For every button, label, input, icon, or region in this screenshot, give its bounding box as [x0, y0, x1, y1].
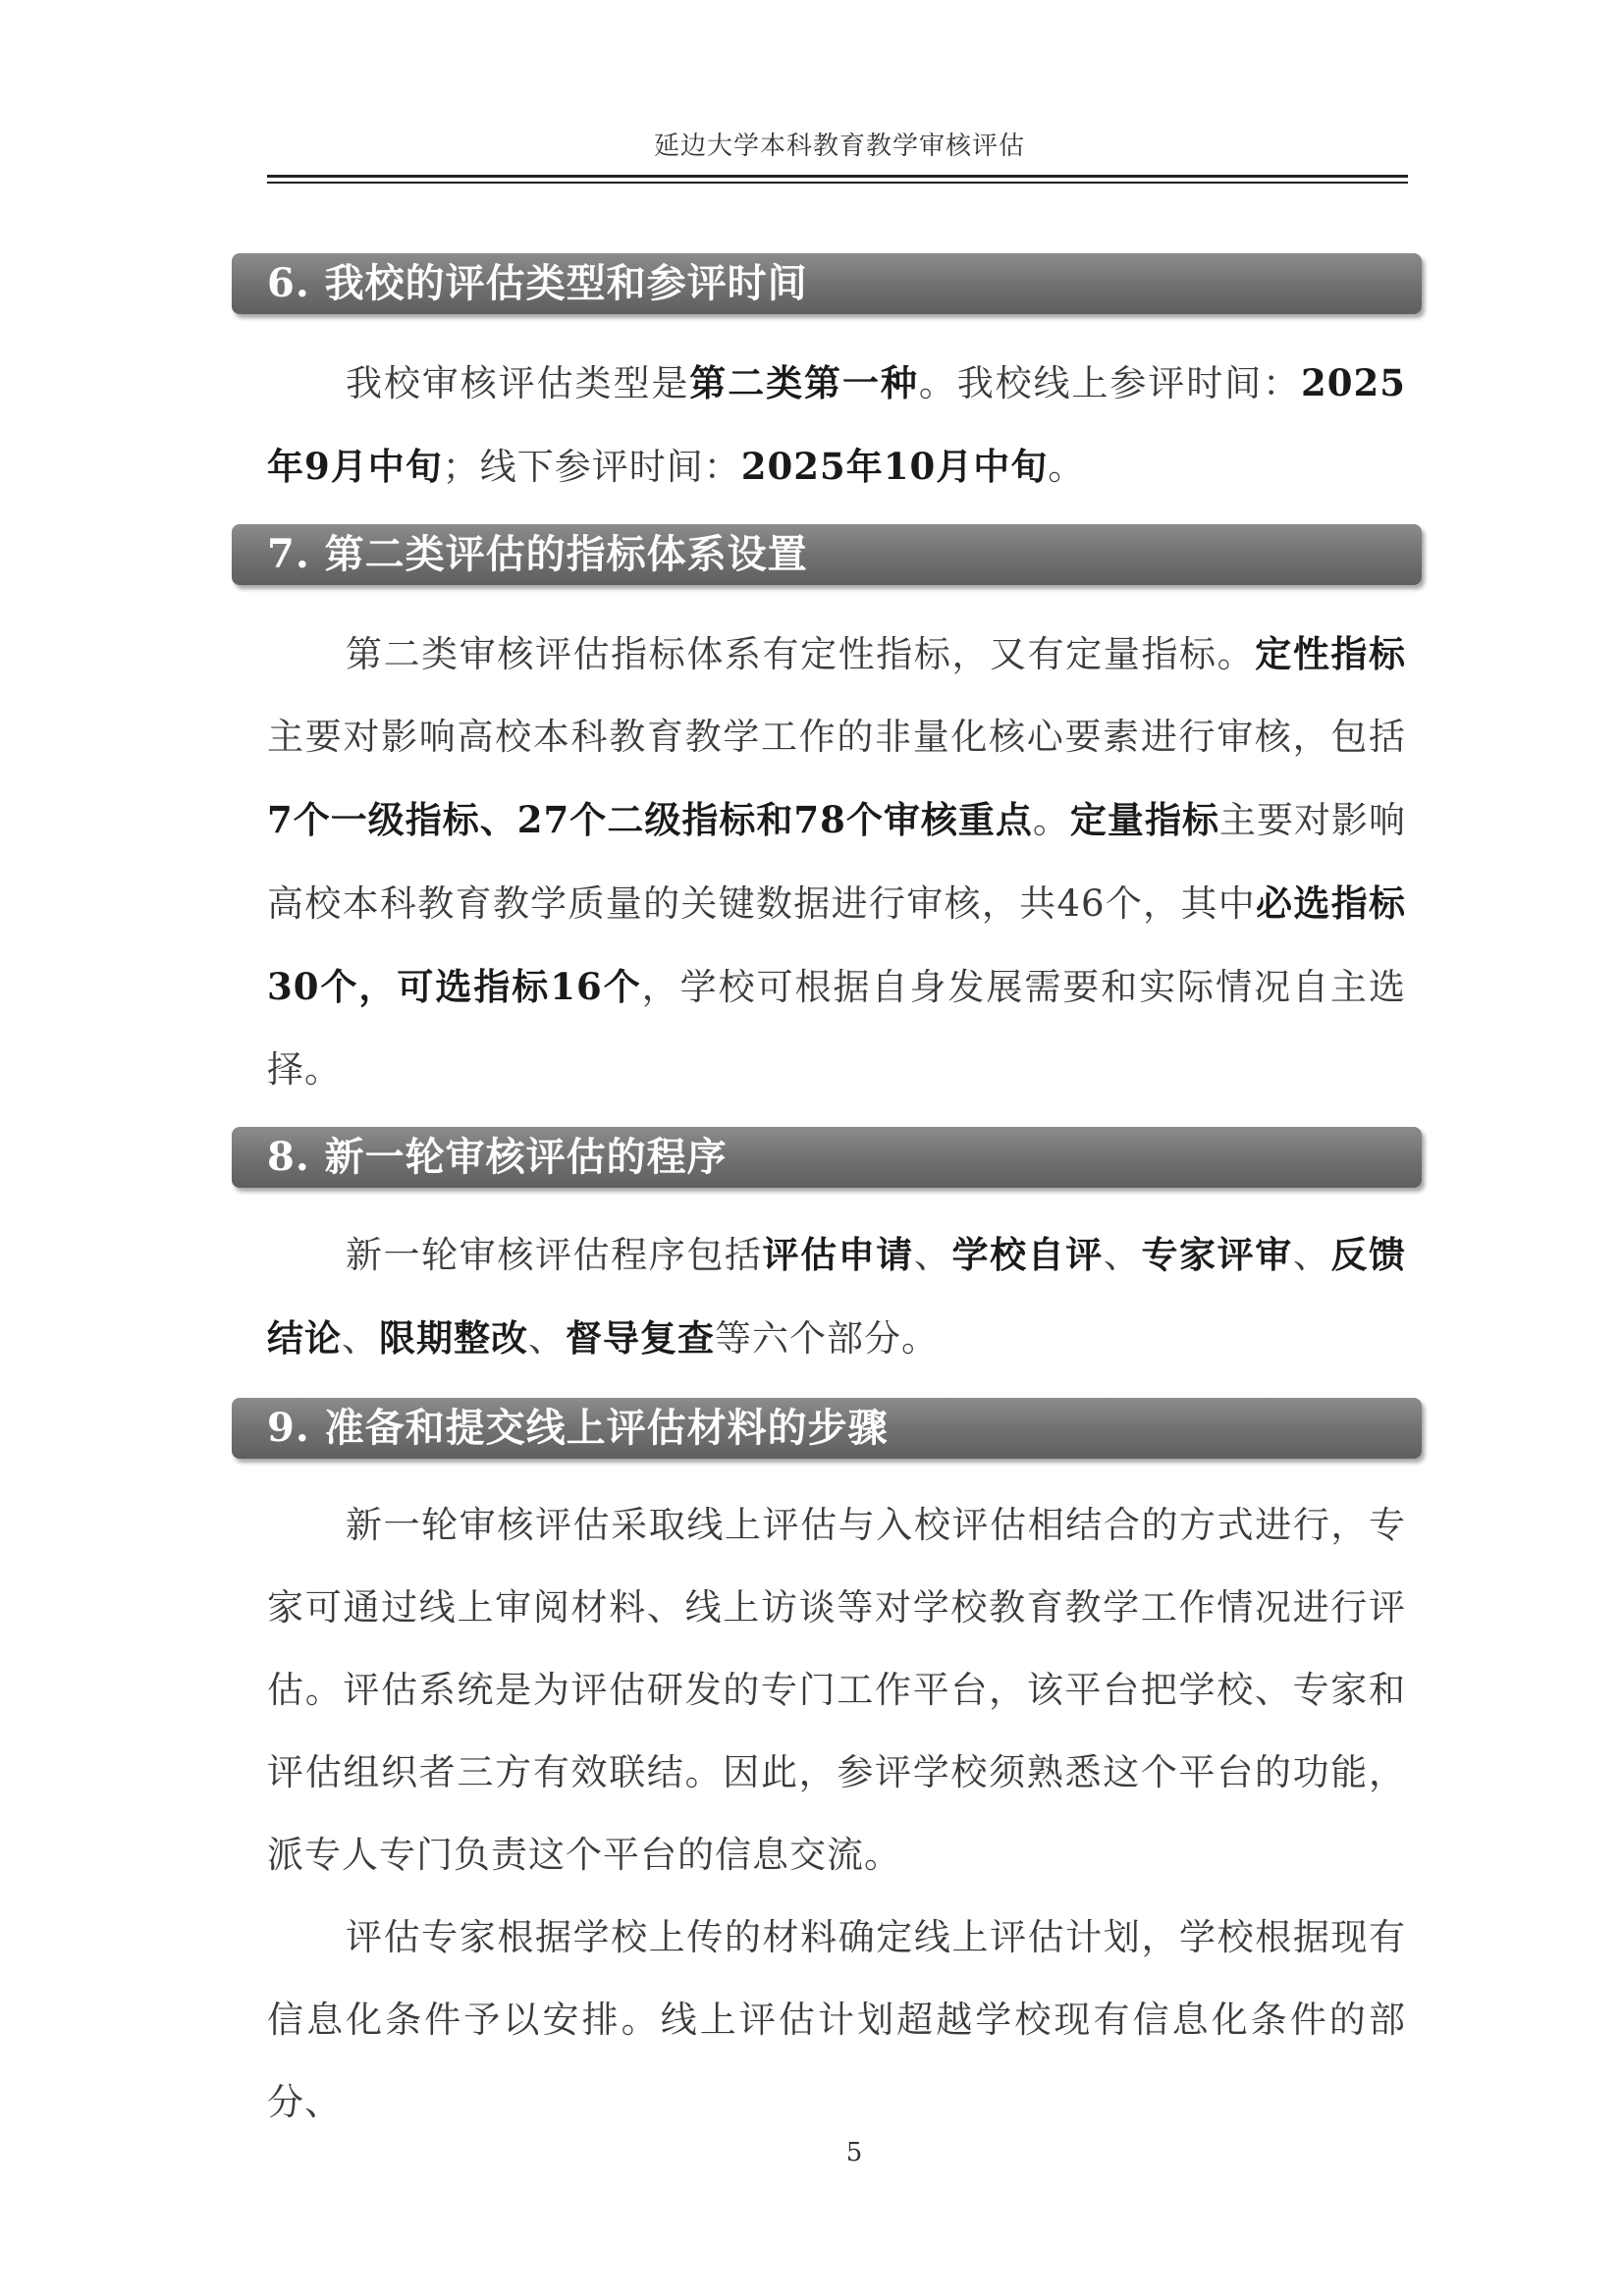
bold-run: 第二类第一种: [689, 361, 919, 404]
section-heading-8: 8. 新一轮审核评估的程序: [232, 1127, 1422, 1188]
bold-run: 评估申请: [762, 1233, 914, 1276]
text-run: 、: [1292, 1234, 1331, 1276]
header-rule-thick: [267, 175, 1408, 178]
text-run: 主要对影响高校本科教育教学质量的关键数据进行审核，共46个，其中: [267, 799, 1407, 925]
bold-run: 限期整改: [379, 1316, 528, 1360]
section-heading-9: 9. 准备和提交线上评估材料的步骤: [232, 1398, 1422, 1459]
paragraph-section-9-1: 新一轮审核评估采取线上评估与入校评估相结合的方式进行，专家可通过线上审阅材料、线上访谈等对学校教育教学工作情况进行评估。评估系统是为评估研发的专门工作平台，该平台把学校、专家和评估组织者三方有效联结。因此，参评学校须熟悉这个平台的功能，派专人专门负责这个平台的信息交流。: [267, 1504, 1406, 1876]
running-header: 延边大学本科教育教学审核评估: [653, 132, 1025, 161]
bold-run: 2025年9月中旬: [267, 361, 1407, 488]
paragraph-section-6: [267, 342, 1406, 508]
page-number: 5: [845, 2138, 863, 2167]
text-run: 、: [913, 1234, 952, 1276]
bold-run: 定量指标: [1069, 798, 1219, 841]
text-run: 第二类审核评估指标体系有定性指标，又有定量指标。: [346, 633, 1256, 675]
header-rule-thin: [267, 182, 1408, 184]
bold-run: 督导复查: [566, 1316, 715, 1360]
bold-run: 必选指标30个，可选指标16个: [267, 881, 1406, 1008]
text-run: 。: [1032, 799, 1070, 841]
bold-run: 定性指标: [1255, 632, 1407, 675]
bold-run: 反馈结论: [267, 1233, 1407, 1360]
text-run: 。: [1048, 446, 1086, 488]
text-run: ；线下参评时间：: [442, 446, 741, 488]
text-run: 我校审核评估类型是: [346, 362, 690, 404]
bold-run: 专家评审: [1141, 1233, 1293, 1276]
text-run: 、: [528, 1317, 566, 1360]
paragraph-section-9-2: 评估专家根据学校上传的材料确定线上评估计划，学校根据现有信息化条件予以安排。线上评估计划超越学校现有信息化条件的部分、: [267, 1916, 1406, 2123]
bold-run: 2025年10月中旬: [740, 445, 1049, 488]
paragraph-section-8: [267, 1213, 1406, 1380]
bold-run: 学校自评: [951, 1233, 1104, 1276]
text-run: 主要对影响高校本科教育教学工作的非量化核心要素进行审核，包括: [267, 716, 1406, 758]
section-heading-7: 7. 第二类评估的指标体系设置: [232, 524, 1422, 585]
paragraph-section-7: [267, 613, 1406, 1111]
text-run: 。我校线上参评时间：: [918, 362, 1302, 404]
text-run: ，学校可根据自身发展需要和实际情况自主选择。: [267, 966, 1407, 1091]
text-run: 、: [1103, 1234, 1142, 1276]
text-run: 新一轮审核评估程序包括: [346, 1234, 763, 1276]
section-heading-6: 6. 我校的评估类型和参评时间: [232, 253, 1422, 314]
text-run: 、: [342, 1317, 379, 1360]
bold-run: 7个一级指标、27个二级指标和78个审核重点: [267, 798, 1033, 841]
text-run: 等六个部分。: [715, 1317, 939, 1360]
